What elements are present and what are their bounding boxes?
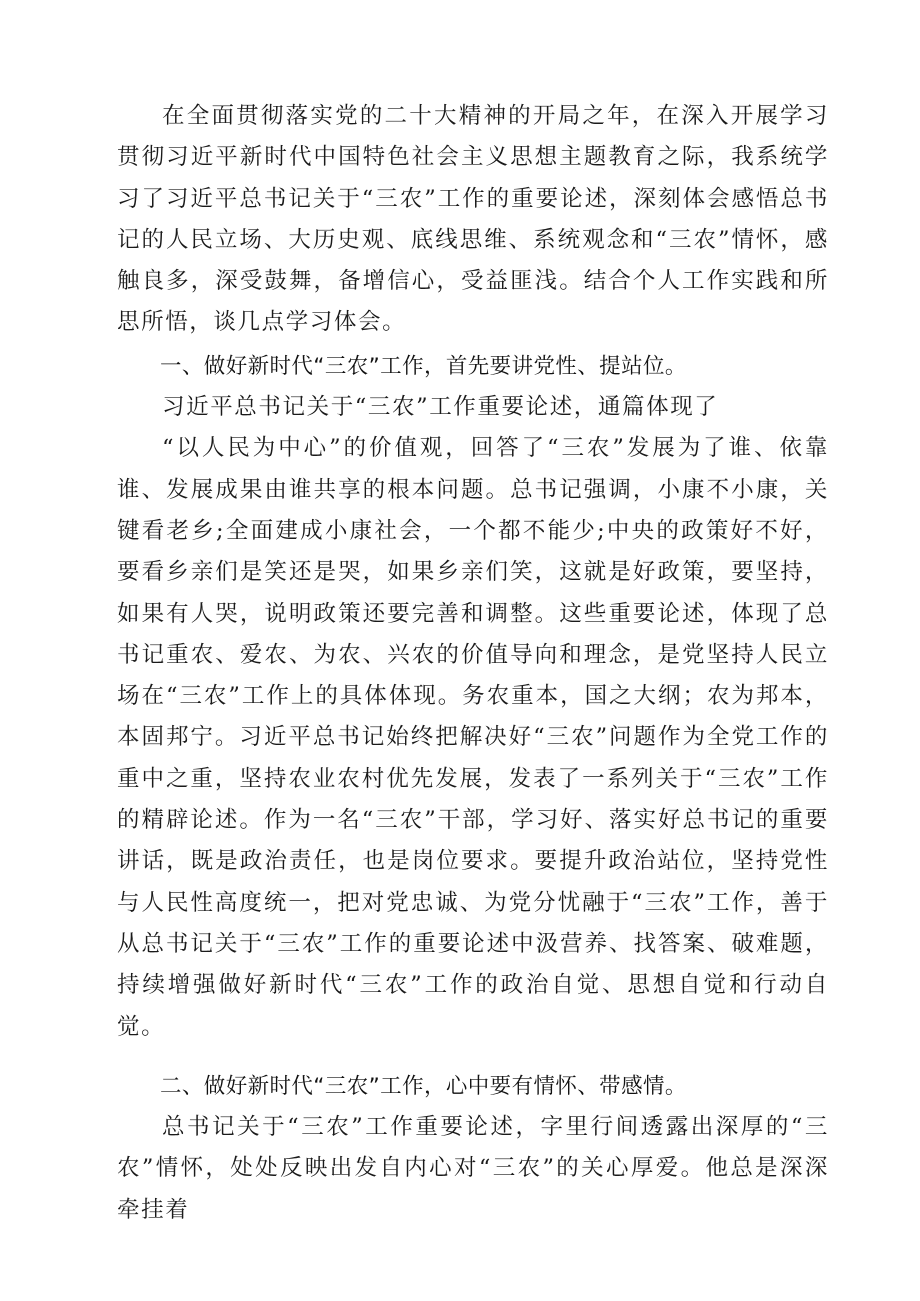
section-1-lead-paragraph: 习近平总书记关于“三农”工作重要论述，通篇体现了 (162, 394, 719, 421)
section-1-heading: 一、做好新时代“三农”工作，首先要讲党性、提站位。 (160, 353, 687, 379)
document-body (117, 96, 829, 1231)
intro-paragraph: 在全面贯彻落实党的二十大精神的开局之年，在深入开展学习贯彻习近平新时代中国特色社会主义思想主题教育之际，我系统学习了习近平总书记关于“三农”工作的重要论述，深刻体会感悟总书记的人民立场、大历史观、底线思维、系统观念和“三农”情怀，感触良多，深受鼓舞，备增信心，受益匪浅。结合个人工作实践和所思所悟，谈几点学习体会。 (117, 103, 829, 336)
section-2-heading: 二、做好新时代“三农”工作，心中要有情怀、带感情。 (160, 1073, 687, 1099)
section-1-body-paragraph: “以人民为中心”的价值观，回答了“三农”发展为了谁、依靠谁、发展成果由谁共享的根本问题。总书记强调，小康不小康，关键看老乡;全面建成小康社会，一个都不能少;中央的政策好不好，要看乡亲们是笑还是哭，如果乡亲们笑，这就是好政策，要坚持，如果有人哭，说明政策还要完善和调整。这些重要论述，体现了总书记重农、爱农、为农、兴农的价值导向和理念，是党坚持人民立场在“三农”工作上的具体体现。务农重本，国之大纲；农为邦本，本固邦宁。习近平总书记始终把解决好“三农”问题作为全党工作的重中之重，坚持农业农村优先发展，发表了一系列关于“三农”工作的精辟论述。作为一名“三农”干部，学习好、落实好总书记的重要讲话，既是政治责任，也是岗位要求。要提升政治站位，坚持党性与人民性高度统一，把对党忠诚、为党分忧融于“三农”工作，善于从总书记关于“三农”工作的重要论述中汲营养、找答案、破难题，持续增强做好新时代“三农”工作的政治自觉、思想自觉和行动自觉。 (117, 435, 829, 1040)
section-2-body-paragraph: 总书记关于“三农”工作重要论述，字里行间透露出深厚的“三农”情怀，处处反映出发自内心对“三农”的关心厚爱。他总是深深牵挂着 (117, 1114, 829, 1223)
